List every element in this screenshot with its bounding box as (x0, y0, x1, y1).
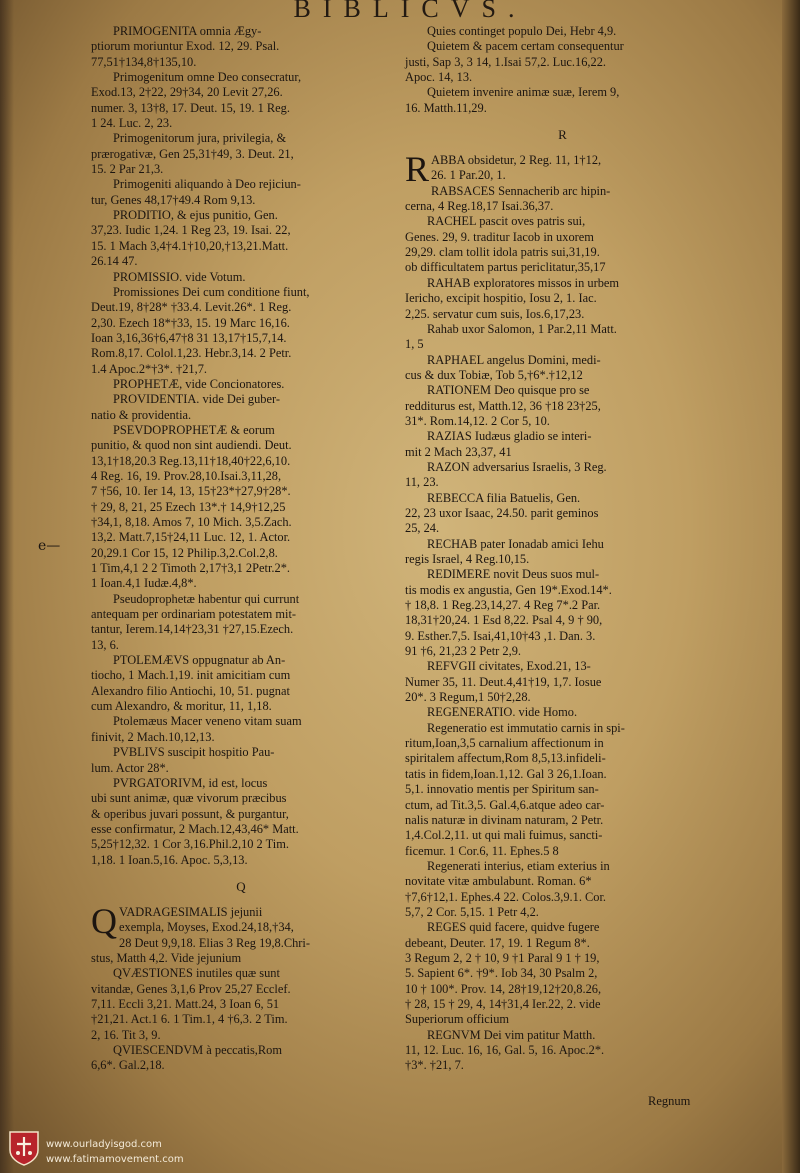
text-line: PROPHETÆ, vide Concionatores. (113, 376, 285, 391)
text-line: 5,1. innovatio mentis per Spiritum san- (405, 782, 599, 797)
text-line: PTOLEMÆVS oppugnatur ab An- (113, 653, 286, 668)
text-line: REBECCA filia Batuelis, Gen. (427, 490, 581, 505)
text-line: 1.4 Apoc.2*†3*. †21,7. (91, 361, 207, 376)
text-line: † 29, 8, 21, 25 Ezech 13*.† 14,9†12,25 (91, 499, 286, 514)
text-line: Quietem invenire animæ suæ, Ierem 9, (427, 85, 620, 100)
drop-cap: R (405, 149, 430, 190)
text-line: 5. Sapient 6*. †9*. Iob 34, 30 Psalm 2, (405, 966, 598, 981)
text-line: ptiorum moriuntur Exod. 12, 29. Psal. (91, 39, 280, 54)
drop-cap: Q (91, 900, 117, 941)
text-line: PVBLIVS suscipit hospitio Pau- (113, 745, 275, 760)
text-line: tis modis ex angustia, Gen 19*.Exod.14*. (405, 582, 612, 597)
text-line: regis Israel, 4 Reg.10,15. (405, 552, 530, 566)
text-line: 29,29. clam tollit idola patris sui,31,19. (405, 245, 600, 260)
text-line: 22, 23 uxor Isaac, 24.50. parit geminos (405, 505, 599, 520)
text-line: Deut.19, 8†28* †33.4. Levit.26*. 1 Reg. (91, 300, 292, 315)
text-line: lum. Actor 28*. (91, 760, 169, 775)
text-line: exempla, Moyses, Exod.24,18,†34, (119, 920, 294, 935)
page-edge-shadow (782, 0, 800, 1173)
text-line: Primogeniti aliquando à Deo rejiciun- (113, 177, 301, 192)
text-line: 5,7, 2 Cor. 5,15. 1 Petr 4,2. (405, 904, 539, 919)
text-line: 3 Regum 2, 2 † 10, 9 †1 Paral 9 1 † 19, (405, 950, 600, 965)
section-letter: R (558, 127, 567, 143)
text-line: Rahab uxor Salomon, 1 Par.2,11 Matt. (427, 321, 617, 336)
left-text-column (91, 24, 391, 1074)
text-line: esse confirmatur, 2 Mach.12,43,46* Matt. (91, 821, 299, 836)
text-line: 1,4.Col.2,11. ut qui mali fuimus, sancti- (405, 828, 603, 843)
text-line: RECHAB pater Ionadab amici Iehu (427, 536, 604, 551)
text-line: Numer 35, 11. Deut.4,41†19, 1,7. Iosue (405, 674, 602, 689)
text-line-body: VADRAGESIMALIS jejunii (119, 904, 263, 919)
margin-mark: e— (38, 538, 61, 554)
text-line: ctum, ad Tit.3,5. Gal.4,6.atque adeo car- (405, 797, 605, 812)
text-line: †34,1, 8,18. Amos 7, 10 Mich. 3,5.Zach. (91, 515, 292, 529)
text-line: PRIMOGENITA omnia Ægy- (113, 24, 262, 38)
text-line: 2,30. Ezech 18*†33, 15. 19 Marc 16,16. (91, 315, 290, 330)
text-line: RACHEL pascit oves patris sui, (427, 214, 586, 229)
text-line: Exod.13, 2†22, 29†34, 20 Levit 27,26. (91, 85, 283, 100)
text-line: 26. 1 Par.20, 1. (431, 168, 506, 183)
catchword: Regnum (648, 1094, 691, 1108)
text-line: PROMISSIO. vide Votum. (113, 269, 246, 284)
text-line: mit 2 Mach 23,37, 41 (405, 444, 512, 459)
text-line: tiocho, 1 Mach.1,19. init amicitiam cum (91, 668, 291, 683)
text-line: REFVGII civitates, Exod.21, 13- (427, 659, 591, 674)
footer-link-ourladyisgod[interactable]: www.ourladyisgod.com (46, 1139, 162, 1150)
text-line: Regeneratio est immutatio carnis in spi- (427, 720, 625, 735)
text-line: RAZON adversarius Israelis, 3 Reg. (427, 459, 607, 474)
text-line: 11, 23. (405, 475, 439, 490)
text-line: 13,1†18,20.3 Reg.13,11†18,40†22,6,10. (91, 453, 291, 468)
text-line: 1,18. 1 Ioan.5,16. Apoc. 5,3,13. (91, 852, 248, 867)
text-line: Ptolemæus Macer veneno vitam suam (113, 714, 302, 729)
text-line: 2, 16. Tit 3, 9. (91, 1027, 161, 1042)
text-line: Iericho, excipit hospitio, Iosu 2, 1. Iac. (405, 291, 597, 306)
text-line: tantur, Ierem.14,14†23,31 †27,15.Ezech. (91, 622, 294, 637)
text-line: & operibus juvari possunt, & purgantur, (91, 806, 289, 821)
text-line: RABSACES Sennacherib arc hipin- (431, 183, 611, 198)
text-line: Regenerati interius, etiam exterius in (427, 858, 610, 873)
text-line: ubi sunt animæ, quæ vivorum præcibus (91, 791, 287, 806)
text-line: spiritalem affectum,Rom 8,5,13.infideli- (405, 751, 606, 766)
text-line: PVRGATORIVM, id est, locus (113, 775, 268, 790)
text-line: 2,25. servatur cum suis, Ios.6,17,23. (405, 306, 585, 321)
text-line: QVÆSTIONES inutiles quæ sunt (113, 966, 280, 981)
text-line: 1 Tim,4,1 2 2 Timoth 2,17†3,1 2Petr.2*. (91, 561, 290, 576)
text-line: Pseudoprophetæ habentur qui currunt (113, 591, 300, 606)
text-line: justi, Sap 3, 3 14, 1.Isai 57,2. Luc.16,22. (405, 54, 606, 69)
text-line: 18,31†20,24. 1 Esd 8,22. Psal 4, 9 † 90, (405, 613, 603, 628)
text-line: PROVIDENTIA. vide Dei guber- (113, 392, 280, 407)
text-line: 7,11. Eccli 3,21. Matt.24, 3 Ioan 6, 51 (91, 996, 280, 1011)
text-line: RAZIAS Iudæus gladio se interi- (427, 429, 592, 444)
text-line: 20,29.1 Cor 15, 12 Philip.3,2.Col.2,8. (91, 545, 278, 560)
text-line: 13,2. Matt.7,15†24,11 Luc. 12, 1. Actor. (91, 530, 291, 545)
text-line: Quies continget populo Dei, Hebr 4,9. (427, 24, 617, 38)
text-line: 1 Ioan.4,1 Iudæ.4,8*. (91, 576, 197, 591)
text-line: Alexandro filio Antiochi, 10, 51. pugnat (91, 683, 290, 698)
footer-bar (0, 1127, 800, 1173)
page-gutter-shadow (0, 0, 14, 1173)
text-line: 91 †6, 21,23 2 Petr 2,9. (405, 644, 521, 659)
text-line: finivit, 2 Mach.10,12,13. (91, 729, 215, 744)
text-line: †7,6†12,1. Ephes.4 22. Colos.3,9.1. Cor. (405, 889, 607, 904)
text-line: ritum,Ioan,3,5 carnalium affectionum in (405, 736, 604, 751)
text-line: RAHAB exploratores missos in urbem (427, 275, 620, 290)
text-line: ob difficultatem partus periclitatur,35,17 (405, 260, 606, 275)
text-line: cerna, 4 Reg.18,17 Isai.36,37. (405, 199, 554, 214)
text-line: 28 Deut 9,9,18. Elias 3 Reg 19,8.Chri- (119, 935, 311, 950)
text-line: 20*. 3 Regum,1 50†2,28. (405, 690, 531, 705)
text-line: 10 † 100*. Prov. 14, 28†19,12†20,8.26, (405, 981, 602, 996)
text-line: Primogenitorum jura, privilegia, & (113, 131, 287, 146)
text-line: 5,25†12,32. 1 Cor 3,16.Phil.2,10 2 Tim. (91, 837, 289, 852)
text-line: Promissiones Dei cum conditione fiunt, (113, 284, 310, 299)
text-line: † 28, 15 † 29, 4, 14†31,4 Ier.22, 2. vide (405, 996, 601, 1011)
text-line: debeant, Deuter. 17, 19. 1 Regum 8*. (405, 935, 590, 950)
text-line: RATIONEM Deo quisque pro se (427, 383, 590, 398)
text-line: Genes. 29, 9. traditur Iacob in uxorem (405, 229, 594, 244)
text-line: 77,51†134,8†135,10. (91, 54, 197, 69)
text-line: 6,6*. Gal.2,18. (91, 1058, 165, 1073)
footer-link-fatimamovement[interactable]: www.fatimamovement.com (46, 1154, 184, 1165)
text-line-body: ABBA obsidetur, 2 Reg. 11, 1†12, (431, 153, 602, 168)
text-line: 1 24. Luc. 2, 23. (91, 116, 173, 131)
text-line: 11, 12. Luc. 16, 16, Gal. 5, 16. Apoc.2*. (405, 1043, 605, 1057)
text-line: 26.14 47. (91, 254, 138, 269)
text-line: †3*. †21, 7. (405, 1058, 464, 1073)
text-line: Rom.8,17. Colol.1,23. Hebr.3,14. 2 Petr. (91, 346, 292, 361)
text-line: 25, 24. (405, 521, 440, 536)
text-line: cum Alexandro, & moritur, 11, 1,18. (91, 699, 272, 714)
text-line: 9. Esther.7,5. Isai,41,10†43 ,1. Dan. 3. (405, 628, 596, 643)
section-letter: Q (236, 878, 246, 894)
text-line: RAPHAEL angelus Domini, medi- (427, 352, 601, 367)
text-line: nalis naturæ in divinam naturam, 2 Petr. (405, 812, 604, 827)
text-line: punitio, & quod non sint audiendi. Deut. (91, 438, 292, 453)
text-line: † 18,8. 1 Reg.23,14,27. 4 Reg 7*.2 Par. (405, 598, 601, 613)
text-line: 7 †56, 10. Ier 14, 13, 15†23*†27,9†28*. (91, 484, 291, 499)
text-line: vitandæ, Genes 3,1,6 Prov 25,27 Ecclef. (91, 981, 291, 996)
text-line: stus, Matth 4,2. Vide jejunium (91, 950, 242, 965)
text-line: PSEVDOPROPHETÆ & eorum (113, 422, 275, 437)
text-line: 16. Matth.11,29. (405, 100, 487, 115)
text-line: antequam per ordinariam potestatem mit- (91, 607, 297, 622)
text-line: tatis in fidem,Ioan.1,12. Gal 3 26,1.Ioan. (405, 766, 607, 781)
text-line: 31*. Rom.14,12. 2 Cor 5, 10. (405, 413, 550, 428)
text-line: prærogativæ, Gen 25,31†49, 3. Deut. 21, (91, 146, 294, 161)
text-line: PRODITIO, & ejus punitio, Gen. (113, 208, 278, 223)
text-line: ficemur. 1 Cor.6, 11. Ephes.5 8 (405, 843, 559, 858)
text-line: REDIMERE novit Deus suos mul- (427, 567, 600, 582)
text-line: novitate vitæ ambulabunt. Roman. 6* (405, 874, 592, 889)
running-title: BIBLICVS. (293, 0, 527, 23)
text-line: 4 Reg. 16, 19. Prov.28,10.Isai.3,11,28, (91, 468, 282, 483)
text-line: tur, Genes 48,17†49.4 Rom 9,13. (91, 192, 256, 207)
text-line: 1, 5 (405, 337, 424, 352)
text-line: REGNVM Dei vim patitur Matth. (427, 1027, 596, 1042)
text-line: Quietem & pacem certam consequentur (427, 39, 624, 54)
text-line: numer. 3, 13†8, 17. Deut. 15, 19. 1 Reg. (91, 100, 290, 115)
text-line: 15. 1 Mach 3,4†4.1†10,20,†13,21.Matt. (91, 238, 289, 253)
text-line: REGENERATIO. vide Homo. (427, 705, 578, 720)
text-line: 15. 2 Par 21,3. (91, 162, 164, 177)
text-line: natio & providentia. (91, 407, 192, 422)
text-line: †21,21. Act.1 6. 1 Tim.1, 4 †6,3. 2 Tim. (91, 1012, 288, 1027)
text-line: QVIESCENDVM à peccatis,Rom (113, 1043, 282, 1057)
text-line: 37,23. Iudic 1,24. 1 Reg 23, 19. Isai. 22, (91, 223, 291, 238)
text-line: Primogenitum omne Deo consecratur, (113, 70, 302, 85)
text-line: redditurus est, Matth.12, 36 †18 23†25, (405, 398, 601, 413)
text-line: Apoc. 14, 13. (405, 70, 473, 85)
shield-logo-icon (8, 1130, 40, 1166)
text-line: cus & dux Tobiæ, Tob 5,†6*.†12,12 (405, 367, 583, 382)
text-line: Ioan 3,16,36†6,47†8 31 13,17†15,7,14. (91, 330, 287, 345)
right-text-column (405, 24, 720, 1074)
text-line: Superiorum officium (405, 1012, 510, 1027)
text-line: 13, 6. (91, 637, 119, 652)
text-line: REGES quid facere, quidve fugere (427, 920, 600, 935)
